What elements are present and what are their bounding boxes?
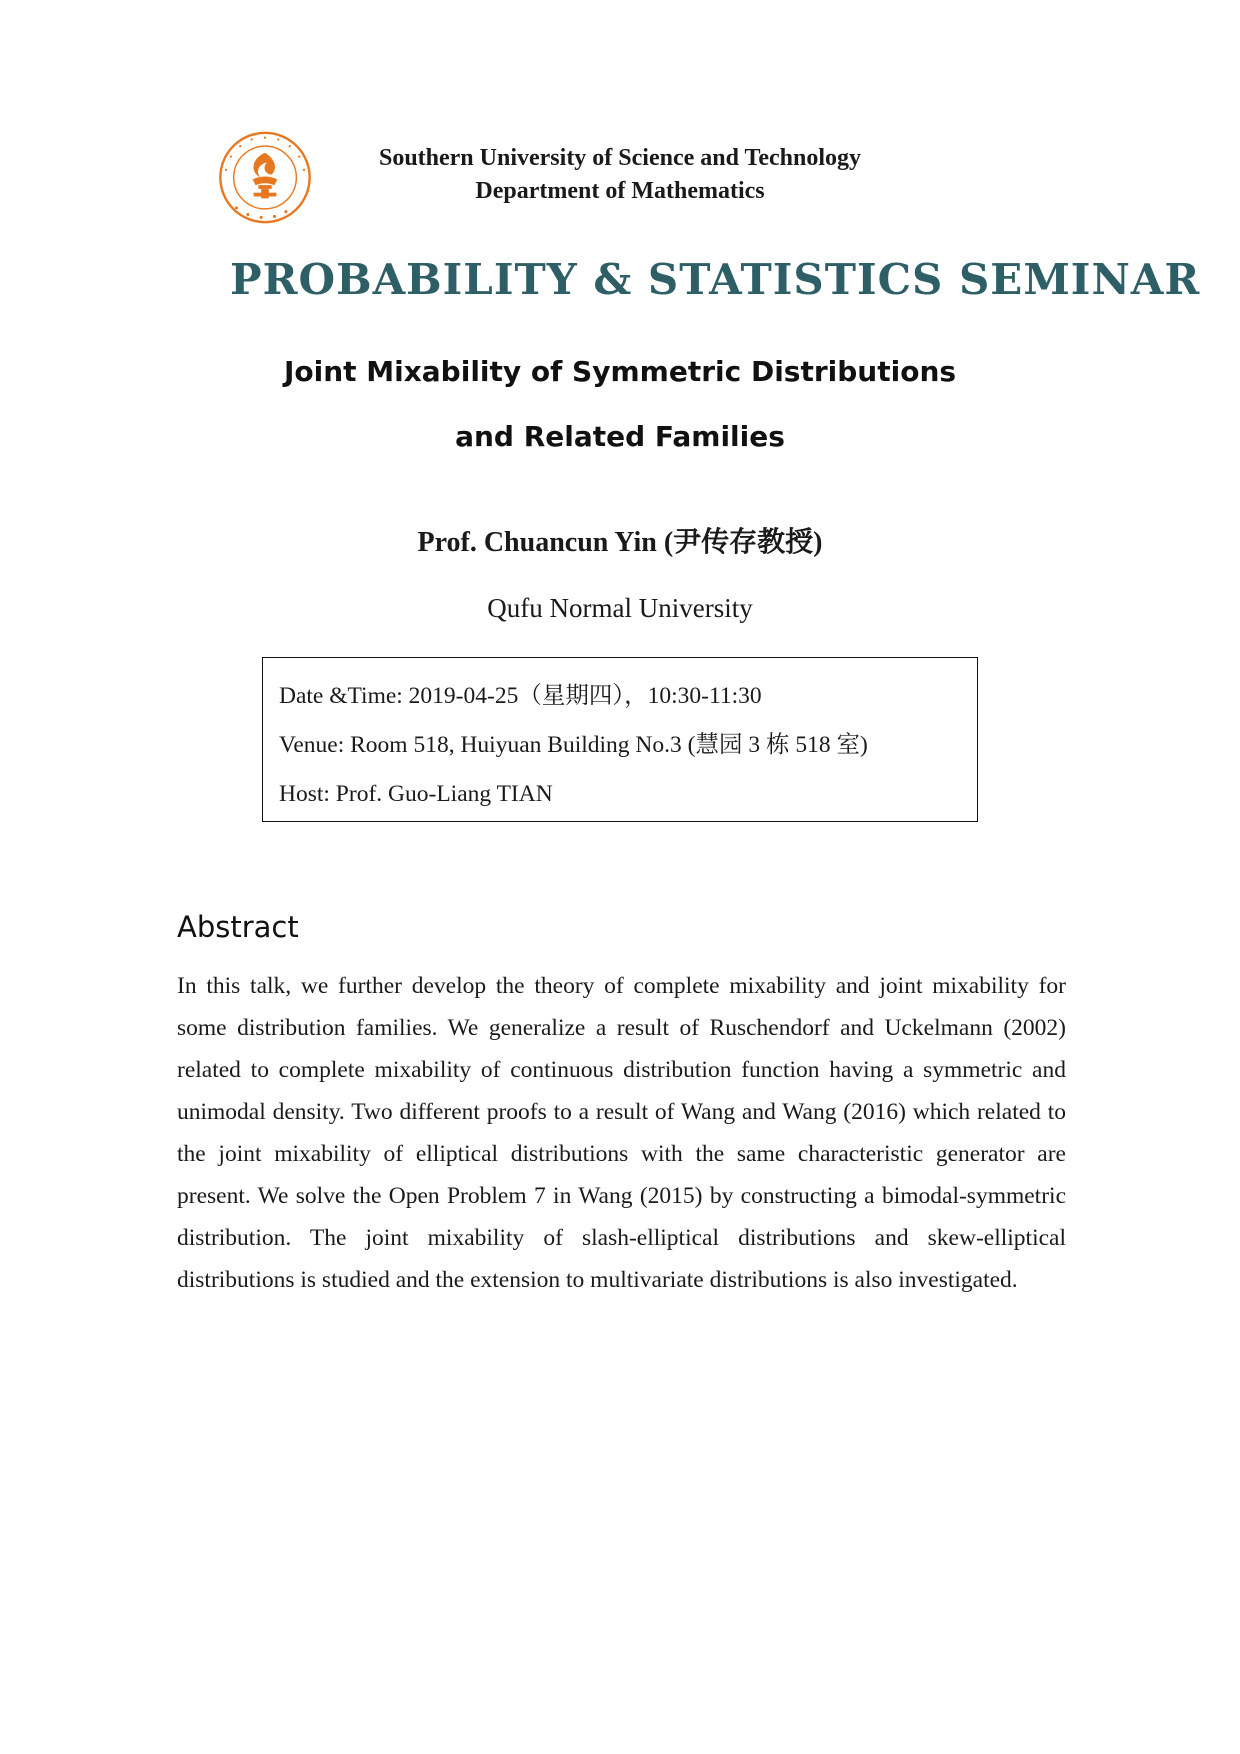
event-info-box [262,657,978,822]
university-name: Southern University of Science and Technology [378,145,862,171]
abstract-heading: Abstract [177,910,299,944]
seminar-title: PROBABILITY & STATISTICS SEMINAR [230,255,1201,304]
event-host: Host: Prof. Guo-Liang TIAN [279,781,553,807]
speaker-affiliation: Qufu Normal University [487,593,753,623]
department-name: Department of Mathematics [475,178,765,204]
event-datetime: Date &Time: 2019-04-25（星期四），10:30-11:30 [279,683,762,709]
talk-title-line-1: Joint Mixability of Symmetric Distributions [283,355,957,388]
event-venue: Venue: Room 518, Huiyuan Building No.3 (慧园 3 栋 518 室) [279,732,868,758]
abstract-body: In this talk, we further develop the theory of complete mixability and joint mixability for some distribution families. We generalize a result of Ruschendorf and Uckelmann (2002) related to complete mixability of continuous distribution function having a symmetric and unimodal density. Two different proofs to a result of Wang and Wang (2016) which related to the joint mixability of elliptical distributions with the same characteristic generator are present. We solve the Open Problem 7 in Wang (2015) by constructing a bimodal-symmetric distribution. The joint mixability of slash-elliptical distributions and skew-elliptical distributions is studied and the extension to multivariate distributions is also investigated. [177,973,1066,1293]
speaker-name: Prof. Chuancun Yin (尹传存教授) [417,527,823,558]
talk-title-line-2: and Related Families [455,420,785,453]
